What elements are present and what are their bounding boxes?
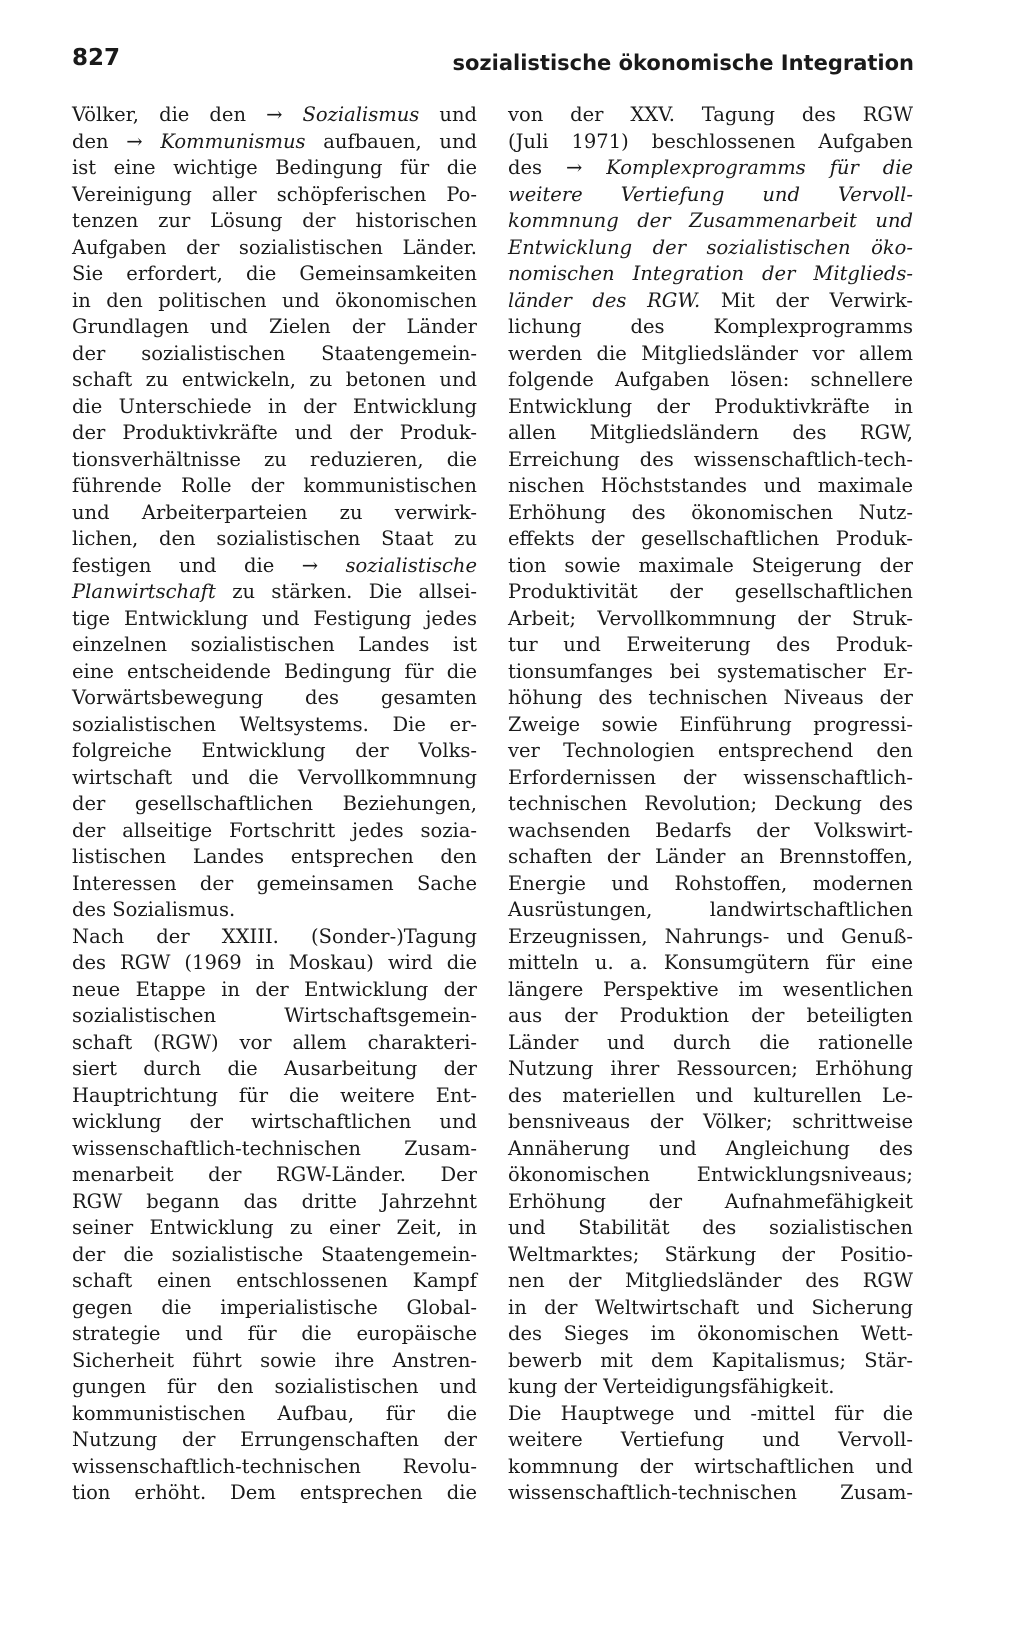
text-line: Energie und Rohstoffen, modernen: [508, 871, 913, 895]
text-line: des Sozialismus.: [72, 898, 236, 921]
text-line: nen der Mitgliedsländer des RGW: [508, 1269, 913, 1292]
text-line: tionsumfanges bei systematischer Er-: [508, 659, 913, 683]
text-line: effekts der gesellschaftlichen Produk-: [508, 527, 913, 550]
text-line: tion erhöht. Dem entsprechen die: [72, 1481, 477, 1504]
text-line: Produktivität der gesellschaftlichen: [508, 580, 913, 603]
text-line: Vorwärtsbewegung des gesamten: [72, 686, 477, 709]
text-line: Erfordernissen der wissenschaftlich-: [508, 765, 913, 789]
text-line: weitere Vertiefung und Vervoll-: [508, 182, 913, 206]
text-line: tige Entwicklung und Festigung jedes: [72, 606, 477, 630]
text-line: menarbeit der RGW-Länder. Der: [72, 1163, 477, 1186]
text-line: Weltmarktes; Stärkung der Positio-: [508, 1242, 913, 1266]
text-line: tur und Erweiterung des Produk-: [508, 633, 913, 656]
text-line: seiner Entwicklung zu einer Zeit, in: [72, 1216, 477, 1239]
text-line: wirtschaft und die Vervollkommnung: [72, 765, 477, 789]
text-line: neue Etappe in der Entwicklung der: [72, 977, 477, 1001]
text-line: kommunistischen Aufbau, für die: [72, 1401, 477, 1425]
text-line: Entwicklung der Produktivkräfte in: [508, 394, 913, 418]
text-line: Planwirtschaft zu stärken. Die allsei-: [72, 580, 477, 603]
text-line: Zweige sowie Einführung progressi-: [508, 712, 913, 736]
text-line: wissenschaftlich-technischen Zusam-: [508, 1481, 913, 1504]
running-title: sozialistische ökonomische Integration: [452, 51, 914, 75]
text-line: Entwicklung der sozialistischen öko-: [508, 235, 913, 259]
text-line: sozialistischen Weltsystems. Die er-: [72, 712, 477, 736]
text-line: des → Komplexprogramms für die: [508, 156, 914, 179]
text-line: kung der Verteidigungsfähigkeit.: [508, 1375, 835, 1398]
text-line: Vereinigung aller schöpferischen Po-: [72, 182, 477, 206]
text-line: kommnung der Zusammenarbeit und: [508, 209, 913, 232]
text-line: folgende Aufgaben lösen: schnellere: [508, 368, 913, 391]
text-line: Annäherung und Angleichung des: [508, 1136, 913, 1160]
text-line: in den politischen und ökonomischen: [72, 288, 477, 312]
right-column: [508, 102, 913, 1507]
text-line: Völker, die den → Sozialismus und: [72, 103, 477, 126]
text-line: von der XXV. Tagung des RGW: [508, 103, 913, 126]
text-line: führende Rolle der kommunistischen: [72, 474, 477, 497]
page-number: 827: [72, 45, 121, 71]
text-line: nischen Höchststandes und maximale: [508, 474, 913, 497]
text-line: und Arbeiterparteien zu verwirk-: [72, 500, 477, 524]
text-line: bewerb mit dem Kapitalismus; Stär-: [508, 1348, 913, 1372]
text-line: ökonomischen Entwicklungsniveaus;: [508, 1163, 913, 1186]
text-line: den → Kommunismus aufbauen, und: [72, 129, 477, 153]
text-line: strategie und für die europäische: [72, 1322, 477, 1345]
text-line: bensniveaus der Völker; schrittweise: [508, 1110, 913, 1133]
text-line: schaft zu entwickeln, zu betonen und: [72, 368, 477, 391]
text-line: die Unterschiede in der Entwicklung: [72, 394, 477, 418]
text-line: ver Technologien entsprechend den: [508, 739, 913, 762]
text-line: kommnung der wirtschaftlichen und: [508, 1454, 913, 1478]
text-line: weitere Vertiefung und Vervoll-: [508, 1428, 913, 1451]
text-line: Grundlagen und Zielen der Länder: [72, 315, 477, 338]
text-line: Erzeugnissen, Nahrungs- und Genuß-: [508, 924, 913, 948]
text-line: gegen die imperialistische Global-: [72, 1295, 477, 1319]
text-line: lichung des Komplexprogramms: [508, 315, 913, 338]
text-line: mitteln u. a. Konsumgütern für eine: [508, 951, 913, 974]
text-line: Nutzung ihrer Ressourcen; Erhöhung: [508, 1057, 913, 1080]
text-line: wachsenden Bedarfs der Volkswirt-: [508, 818, 913, 842]
text-line: des Sieges im ökonomischen Wett-: [508, 1322, 913, 1345]
text-line: gungen für den sozialistischen und: [72, 1375, 477, 1398]
text-line: des materiellen und kulturellen Le-: [508, 1083, 913, 1107]
text-line: Sicherheit führt sowie ihre Anstren-: [72, 1348, 477, 1372]
text-line: lichen, den sozialistischen Staat zu: [72, 527, 477, 550]
text-line: wissenschaftlich-technischen Revolu-: [72, 1454, 477, 1478]
text-line: länder des RGW. Mit der Verwirk-: [508, 288, 913, 312]
text-line: sozialistischen Wirtschaftsgemein-: [72, 1004, 477, 1027]
text-line: Nach der XXIII. (Sonder-)Tagung: [72, 924, 477, 948]
page-header: [72, 45, 914, 85]
text-line: Arbeit; Vervollkommnung der Struk-: [508, 606, 913, 630]
text-line: (Juli 1971) beschlossenen Aufgaben: [508, 129, 913, 153]
text-line: der sozialistischen Staatengemein-: [72, 341, 477, 365]
text-line: schaft einen entschlossenen Kampf: [72, 1269, 477, 1292]
text-line: Erhöhung der Aufnahmefähigkeit: [508, 1189, 913, 1213]
text-line: allen Mitgliedsländern des RGW,: [508, 421, 913, 444]
text-line: Ausrüstungen, landwirtschaftlichen: [508, 898, 913, 921]
text-line: der die sozialistische Staatengemein-: [72, 1242, 477, 1266]
text-line: Sie erfordert, die Gemeinsamkeiten: [72, 262, 477, 285]
text-line: Hauptrichtung für die weitere Ent-: [72, 1083, 477, 1107]
text-line: ist eine wichtige Bedingung für die: [72, 156, 477, 179]
text-line: tionsverhältnisse zu reduzieren, die: [72, 447, 477, 471]
text-line: Erhöhung des ökonomischen Nutz-: [508, 500, 913, 524]
text-line: tion sowie maximale Steigerung der: [508, 553, 913, 577]
text-line: festigen und die → sozialistische: [72, 553, 477, 577]
text-line: schaft (RGW) vor allem charakteri-: [72, 1030, 477, 1054]
text-line: des RGW (1969 in Moskau) wird die: [72, 951, 477, 974]
text-line: tenzen zur Lösung der historischen: [72, 209, 477, 232]
text-line: siert durch die Ausarbeitung der: [72, 1057, 477, 1080]
text-line: schaften der Länder an Brennstoffen,: [508, 845, 913, 868]
text-line: werden die Mitgliedsländer vor allem: [508, 341, 913, 365]
text-line: technischen Revolution; Deckung des: [508, 792, 913, 815]
text-line: in der Weltwirtschaft und Sicherung: [508, 1295, 913, 1319]
text-line: der allseitige Fortschritt jedes sozia-: [72, 818, 477, 842]
text-line: Interessen der gemeinsamen Sache: [72, 871, 477, 895]
text-line: wicklung der wirtschaftlichen und: [72, 1110, 477, 1133]
text-line: eine entscheidende Bedingung für die: [72, 659, 477, 683]
text-line: aus der Produktion der beteiligten: [508, 1004, 913, 1027]
text-line: der Produktivkräfte und der Produk-: [72, 421, 477, 444]
text-line: Erreichung des wissenschaftlich-tech-: [508, 447, 913, 471]
text-line: folgreiche Entwicklung der Volks-: [72, 739, 477, 762]
text-line: RGW begann das dritte Jahrzehnt: [72, 1189, 477, 1213]
text-line: Die Hauptwege und -mittel für die: [508, 1401, 913, 1425]
text-line: Länder und durch die rationelle: [508, 1030, 913, 1054]
text-line: längere Perspektive im wesentlichen: [508, 977, 913, 1001]
text-line: höhung des technischen Niveaus der: [508, 686, 913, 709]
left-column: [72, 102, 477, 1507]
text-line: wissenschaftlich-technischen Zusam-: [72, 1136, 477, 1160]
text-line: listischen Landes entsprechen den: [72, 845, 477, 868]
text-line: der gesellschaftlichen Beziehungen,: [72, 792, 477, 815]
text-line: einzelnen sozialistischen Landes ist: [72, 633, 477, 656]
text-line: nomischen Integration der Mitglieds-: [508, 262, 913, 285]
text-line: und Stabilität des sozialistischen: [508, 1216, 913, 1239]
text-line: Aufgaben der sozialistischen Länder.: [72, 235, 477, 259]
text-line: Nutzung der Errungenschaften der: [72, 1428, 477, 1451]
